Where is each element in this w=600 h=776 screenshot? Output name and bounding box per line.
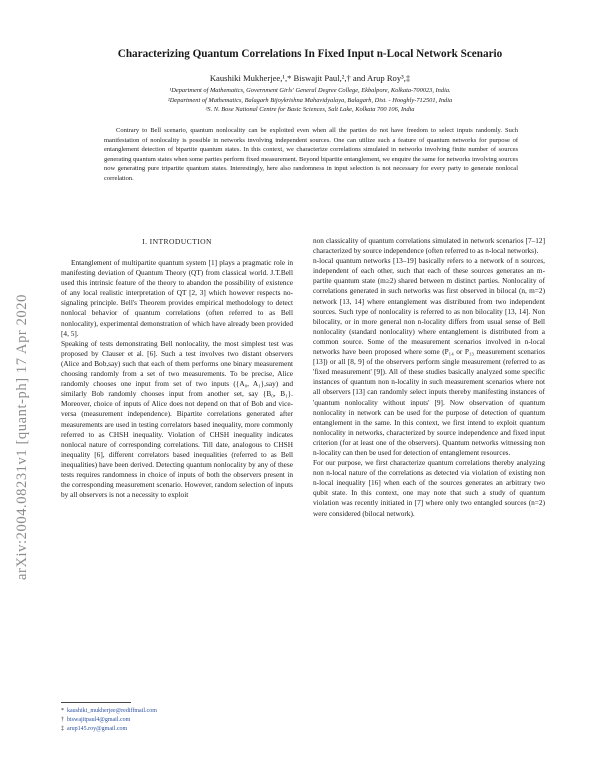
section-heading-introduction: I. INTRODUCTION: [142, 237, 212, 246]
paragraph: non classicality of quantum correlations simulated in network scenarios [7–12] characterized by source independence (often referred to as n-local networks).: [313, 236, 545, 256]
paragraph: For our purpose, we first characterize quantum correlations thereby analyzing non n-local nature of the correlations as detected via violation of existing non n-local inequality [16] when each of the sources generates an arbitrary two qubit state. In this context, one may note that such a study of quantum violation was recently initiated in [7] where only two entangled sources (n=2) were considered (bilocal network).: [313, 458, 545, 518]
paper-title: Characterizing Quantum Correlations In Fixed Input n-Local Network Scenario: [117, 48, 503, 60]
footnote-mark: ‡: [61, 726, 64, 732]
email-link[interactable]: kaushiki_mukherjee@rediffmail.com: [67, 708, 157, 714]
affiliation-2: ²Department of Mathematics, Balagarh Bijoykrishna Mahavidyalaya, Balagarh, Dist. - Hooghly-712501, India: [167, 96, 453, 104]
footnotes: [61, 707, 293, 734]
footnote-divider: [61, 702, 131, 703]
footnote-email-2: [61, 716, 293, 725]
paragraph: n-local quantum networks [13–19] basically refers to a network of n sources, independent of each other, such that each of these sources generates an m-partite quantum state (m≥2) shared between m distinct parties. Nonlocality of correlations generated in such networks was first observed in bilocal (n, m=2) network [13, 14] where entanglement was distributed from two independent sources. Such type of nonlocality is referred to as non bilocality [13, 14]. Non bilocality, or in more general non n-locality differs from usual sense of Bell nonlocality (standard nonlocality) where entanglement is distributed from a common source. Some of the measurement scenarios involved in n-local networks have been proposed where some (P₁₄ or P₁₃ measurement scenarios [13]) or all [8, 9] of the observers perform single measurement (referred to as 'fixed measurement' [9]). All of these studies basically analyzed some specific instances of quantum non n-locality in such measurement scenarios where not all observers [13] can randomly select inputs thereby manifesting instances of 'quantum nonlocality without inputs' [9]. Now observation of quantum nonlocality in network can be used for the purpose of detection of quantum entanglement in the same. In this context, we first intend to exploit quantum nonlocality in networks, characterized by source independence and fixed input criterion (for at least one of the observers). Quantum networks witnessing non n-locality can then be used for detection of entanglement resources.: [313, 256, 545, 457]
abstract: Contrary to Bell scenario, quantum nonlocality can be exploited even when all the parties do not have freedom to select inputs randomly. Such manifestation of nonlocality is possible in networks involving independent sources. One can utilize such a feature of quantum networks for purpose of entanglement detection of bipartite quantum states. In this context, we characterize correlations simulated in networks involving finite number of sources generating quantum states when some parties perform fixed measurement. Beyond bipartite entanglement, we enquire the same for networks involving sources now generating pure tripartite quantum states. Interestingly, here also randomness in input selection is not necessary for every party to generate nonlocal correlation.: [104, 127, 518, 182]
author-list: Kaushiki Mukherjee,¹,* Biswajit Paul,²,† and Arup Roy³,‡: [209, 73, 411, 83]
footnote-mark: †: [61, 717, 64, 723]
email-link[interactable]: arup145.roy@gmail.com: [67, 726, 128, 732]
right-column: [313, 236, 545, 519]
left-column: [61, 258, 293, 500]
paragraph: Speaking of tests demonstrating Bell nonlocality, the most simplest test was proposed by Clauser et al. [6]. Such a test involves two distant observers (Alice and Bob,say) such that each of them performs one binary measurement choosing randomly from a set of two measurements. To be precise, Alice randomly chooses one input from set of two inputs ({A₀, A₁},say) and similarly Bob randomly chooses input from another set, say {B₀, B₁}. Moreover, choice of inputs of Alice does not depend on that of Bob and vice-versa (measurement independence). Bipartite correlations generated after measurements are used in testing correlators based inequality, more commonly referred to as CHSH inequality. Violation of CHSH inequality indicates nonlocal nature of corresponding correlations. Till date, analogous to CHSH inequality [6], different correlators based inequalities (referred to as Bell inequalities) have been derived. Detecting quantum nonlocality by any of these tests requires randomness in choice of inputs of both the observers present in the corresponding measurement scenario. However, random selection of inputs by all observers is not a necessity to exploit: [61, 338, 293, 500]
footnote-mark: *: [61, 708, 64, 714]
arxiv-identifier[interactable]: arXiv:2004.08231v1 [quant-ph] 17 Apr 2020: [14, 294, 30, 580]
footnote-email-1: [61, 707, 293, 716]
affiliations: [60, 86, 560, 115]
email-link[interactable]: biswajitpaul4@gmail.com: [67, 717, 131, 723]
affiliation-1: ¹Department of Mathematics, Government Girls' General Degree College, Ekbalpore, Kolkata-700023, India.: [169, 87, 451, 94]
paragraph: Entanglement of multipartite quantum system [1] plays a pragmatic role in manifesting deviation of Quantum Theory (QT) from classical world. J.T.Bell used this intrinsic feature of the theory to abandon the possibility of existence of any local realistic interpretation of QT [2, 3] which however respects no-signaling principle. Bell's Theorem provides empirical methodology to detect nonlocal behavior of quantum correlations (often referred to as Bell nonlocality), experimental demonstration of which have already been provided [4, 5].: [61, 258, 293, 338]
affiliation-3: ³S. N. Bose National Centre for Basic Sciences, Salt Lake, Kolkata 700 106, India: [205, 106, 415, 113]
footnote-email-3: [61, 725, 293, 734]
